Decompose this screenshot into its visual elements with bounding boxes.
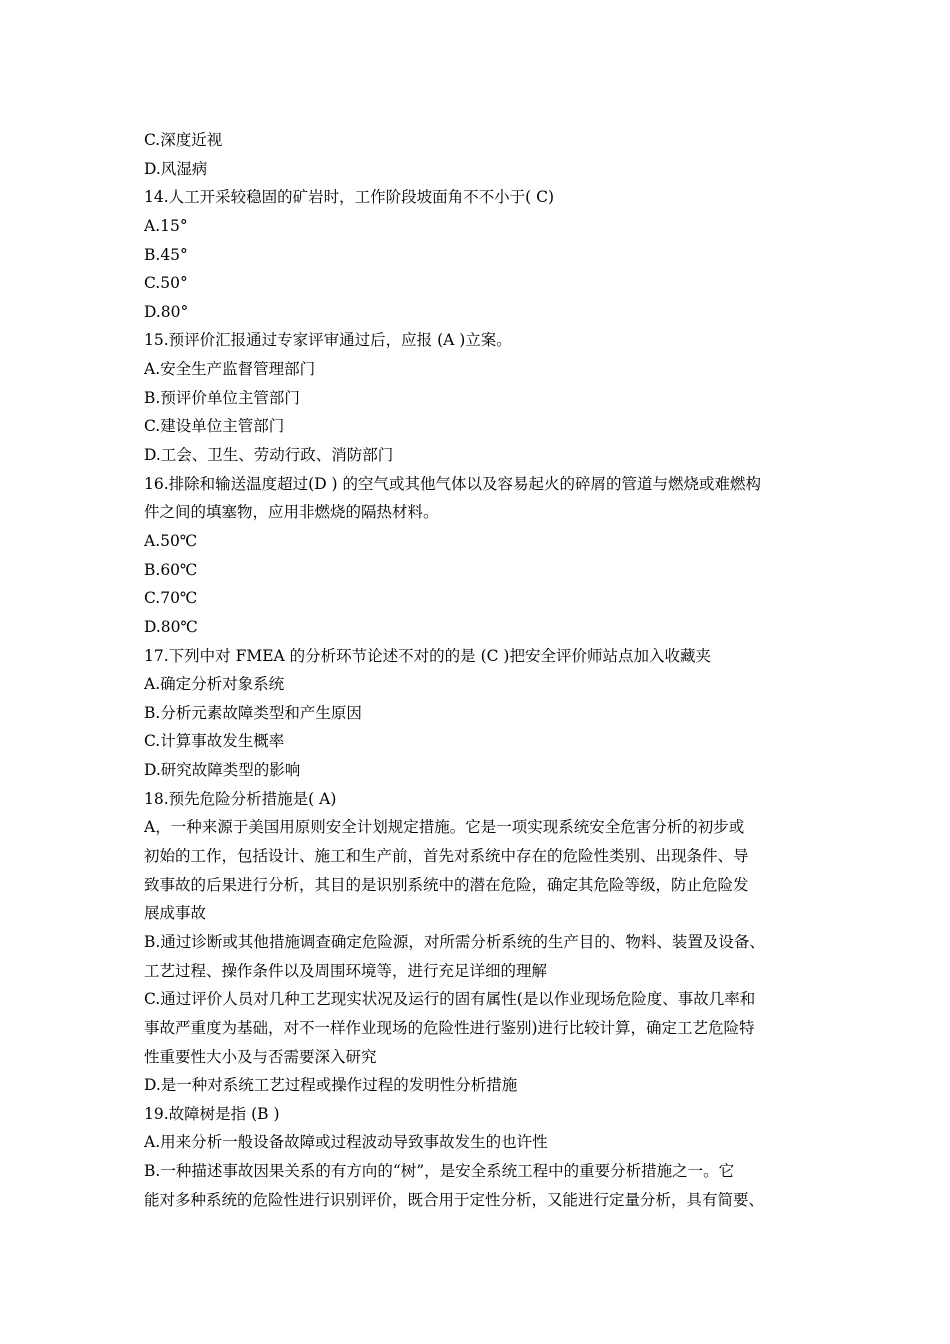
option-a-q18-continued: 初始的工作，包括设计、施工和生产前，首先对系统中存在的危险性类别、出现条件、导: [144, 847, 749, 866]
option-b-q18-continued: 工艺过程、操作条件以及周围环境等，进行充足详细的理解: [144, 961, 548, 980]
option-d-q16: D.80℃: [144, 617, 198, 636]
option-a-q15: A.安全生产监督管理部门: [144, 360, 316, 379]
question-15: 15.预评价汇报通过专家评审通过后，应报 (A )立案。: [144, 331, 512, 350]
question-16-continued: 件之间的填塞物，应用非燃烧的隔热材料。: [144, 503, 439, 522]
option-a-q18-continued: 致事故的后果进行分析，其目的是识别系统中的潜在危险，确定其危险等级，防止危险发: [144, 875, 749, 894]
option-b-q14: B.45°: [144, 245, 188, 264]
option-a-q17: A.确定分析对象系统: [144, 675, 285, 694]
option-b-q16: B.60℃: [144, 560, 198, 579]
option-a-q16: A.50℃: [144, 531, 198, 550]
option-c-q18-continued: 性重要性大小及与否需要深入研究: [144, 1047, 377, 1066]
option-d-q14: D.80°: [144, 302, 189, 321]
option-a-q14: A.15°: [144, 216, 188, 235]
question-14: 14.人工开采较稳固的矿岩时，工作阶段坡面角不不小于( C): [144, 188, 555, 207]
option-c-q18: C.通过评价人员对几种工艺现实状况及运行的固有属性(是以作业现场危险度、事故几率和: [144, 990, 756, 1009]
option-c-q16: C.70℃: [144, 589, 198, 608]
question-19: 19.故障树是指 (B ): [144, 1104, 280, 1123]
option-c-q13: C.深度近视: [144, 131, 223, 149]
question-18: 18.预先危险分析措施是( A): [144, 789, 337, 808]
option-a-q18: A，一种来源于美国用原则安全计划规定措施。它是一项实现系统安全危害分析的初步或: [144, 818, 745, 837]
option-b-q19-continued: 能对多种系统的危险性进行识别评价，既合用于定性分析，又能进行定量分析，具有简要、: [144, 1190, 765, 1209]
option-a-q19: A.用来分析一般设备故障或过程波动导致事故发生的也许性: [144, 1133, 548, 1152]
option-b-q17: B.分析元素故障类型和产生原因: [144, 703, 362, 722]
option-d-q18: D.是一种对系统工艺过程或操作过程的发明性分析措施: [144, 1076, 518, 1095]
option-d-q13: D.风湿病: [144, 159, 208, 178]
option-c-q17: C.计算事故发生概率: [144, 732, 285, 751]
option-b-q15: B.预评价单位主管部门: [144, 388, 300, 407]
option-c-q15: C.建设单位主管部门: [144, 417, 285, 436]
question-16: 16.排除和输送温度超过(D ) 的空气或其他气体以及容易起火的碎屑的管道与燃烧或难燃构: [144, 474, 762, 493]
option-b-q19: B.一种描述事故因果关系的有方向的“树”，是安全系统工程中的重要分析措施之一。它: [144, 1162, 735, 1181]
option-b-q18: B.通过诊断或其他措施调查确定危险源，对所需分析系统的生产目的、物料、装置及设备、: [144, 932, 765, 951]
option-c-q18-continued: 事故严重度为基础，对不一样作业现场的危险性进行鉴别)进行比较计算，确定工艺危险特: [144, 1018, 755, 1037]
question-17: 17.下列中对 FMEA 的分析环节论述不对的的是 (C )把安全评价师站点加入收藏夹: [144, 646, 711, 665]
option-a-q18-continued: 展成事故: [144, 904, 207, 923]
option-d-q17: D.研究故障类型的影响: [144, 761, 301, 780]
option-d-q15: D.工会、卫生、劳动行政、消防部门: [144, 446, 394, 465]
document-body: [144, 126, 820, 1214]
option-c-q14: C.50°: [144, 274, 188, 293]
